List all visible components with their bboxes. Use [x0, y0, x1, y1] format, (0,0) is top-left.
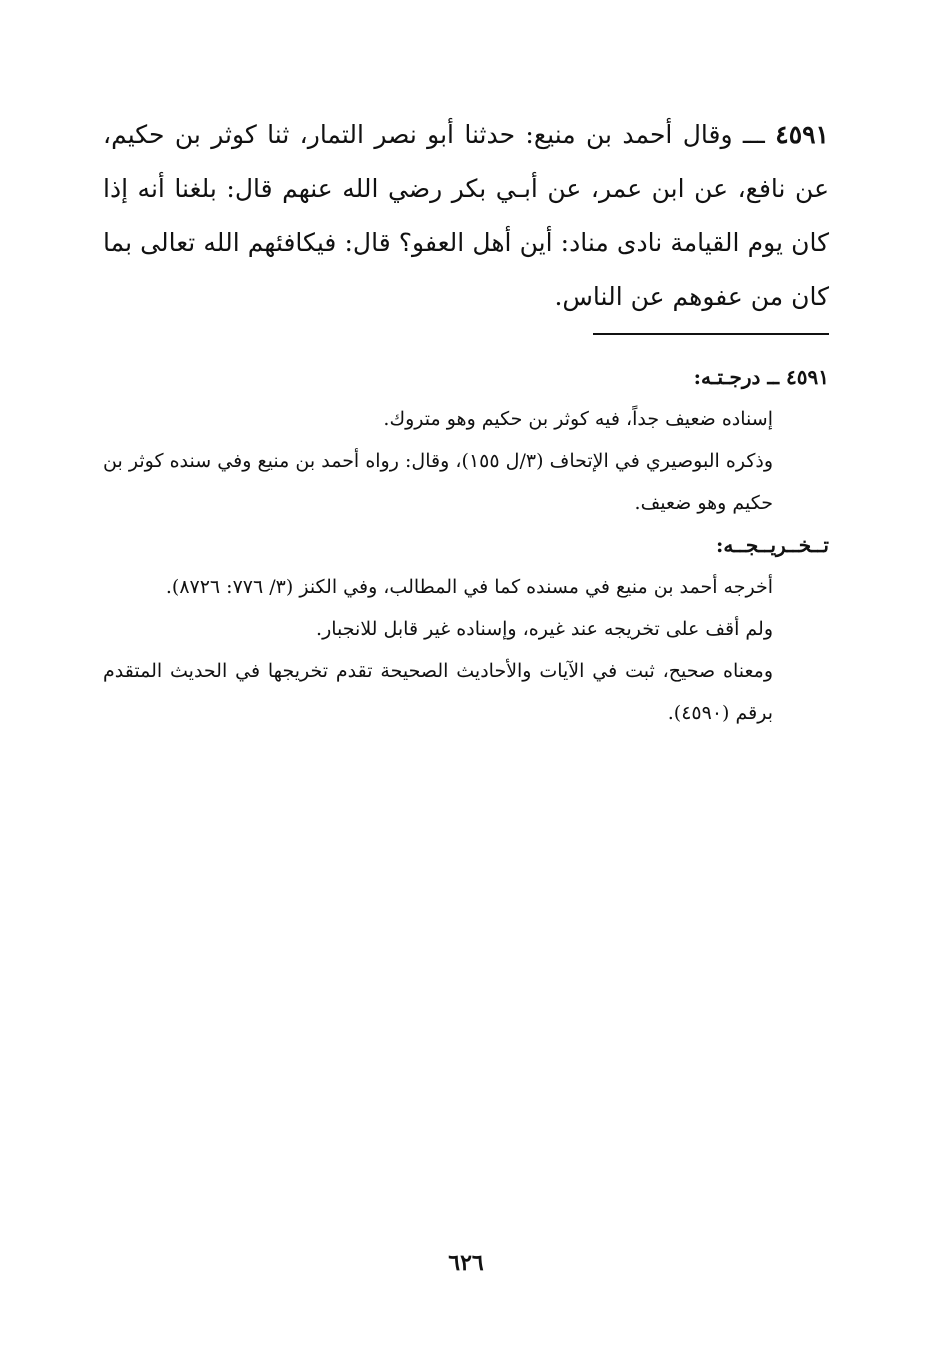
no-other-source-text: ولم أقف على تخريجه عند غيره، وإسناده غير قابل للانجبار. [316, 618, 773, 640]
footnotes-block [103, 356, 829, 734]
footnote-separator-line [593, 333, 829, 335]
hadith-body: وقال أحمد بن منيع: حدثنا أبو نصر التمار، ثنا كوثر بن حكيم، عن نافع، عن ابن عمر، عن أبـي بكر رضي الله عنهم قال: بلغنا أنه إذا كان يوم القيامة نادى مناد: أين أهل العفو؟ قال: فيكافئهم الله تعالى بما كان من عفوهم عن الناس. [103, 120, 829, 311]
hadith-text-block [103, 108, 829, 324]
grade-text: إسناده ضعيف جداً، فيه كوثر بن حكيم وهو متروك. [383, 408, 773, 430]
page-number: ٦٢٦ [448, 1250, 484, 1276]
hadith-number: ٤٥٩١ [775, 120, 829, 149]
hadith-dash: ـــ [742, 120, 765, 149]
takhrij-heading: تــخــريــجــه: [716, 533, 829, 557]
busiri-text: وذكره البوصيري في الإتحاف (٣/ل ١٥٥)، وقال: رواه أحمد بن منيع وفي سنده كوثر بن حكيم وهو ضعيف. [103, 450, 773, 514]
grade-heading: ٤٥٩١ ــ درجـتـه: [693, 365, 829, 389]
meaning-text: ومعناه صحيح، ثبت في الآيات والأحاديث الصحيحة تقدم تخريجها في الحديث المتقدم برقم (٤٥٩٠). [103, 660, 773, 724]
takhrij-text: أخرجه أحمد بن منيع في مسنده كما في المطالب، وفي الكنز (٣/ ٧٧٦: ٨٧٢٦). [165, 576, 773, 598]
